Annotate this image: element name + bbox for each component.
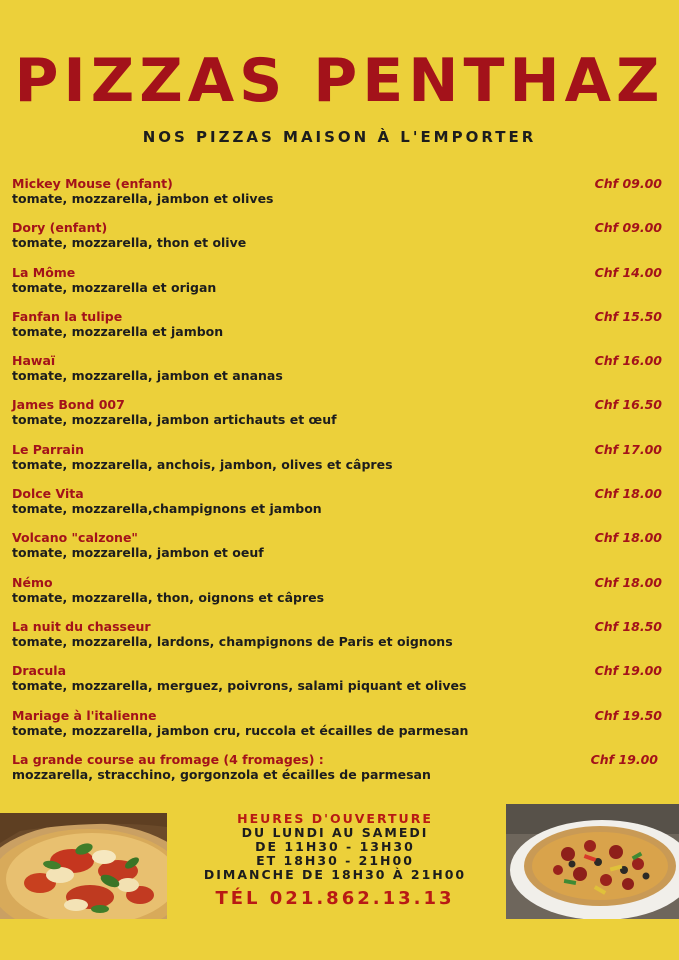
pizza-description: tomate, mozzarella, anchois, jambon, olives et câpres bbox=[12, 456, 393, 472]
pizza-description: tomate, mozzarella, thon, oignons et câpres bbox=[12, 589, 325, 605]
phone-number: TÉL 021.862.13.13 bbox=[215, 888, 455, 909]
menu-item bbox=[12, 309, 664, 353]
pizza-name: Volcano "calzone" bbox=[12, 530, 138, 546]
menu-item bbox=[12, 486, 664, 530]
pizza-price: Chf 19.00 bbox=[594, 663, 662, 679]
menu-item bbox=[12, 442, 664, 486]
pizza-price: Chf 18.00 bbox=[594, 574, 662, 590]
menu-item bbox=[12, 353, 664, 397]
pizza-name: Hawaï bbox=[12, 353, 56, 369]
pizza-menu bbox=[12, 176, 664, 796]
menu-item bbox=[12, 265, 664, 309]
opening-hours bbox=[170, 811, 500, 909]
pizza-description: tomate, mozzarella, jambon et oeuf bbox=[12, 545, 264, 561]
menu-item bbox=[12, 397, 664, 441]
opening-time-midday: DE 11H30 - 13H30 bbox=[255, 839, 415, 854]
pizza-name: Dracula bbox=[12, 663, 67, 679]
pizza-name: James Bond 007 bbox=[12, 397, 125, 413]
pizza-price: Chf 18.50 bbox=[594, 618, 662, 634]
pizza-name: Mariage à l'italienne bbox=[12, 707, 157, 723]
pizza-description: tomate, mozzarella, thon et olive bbox=[12, 235, 247, 251]
menu-item bbox=[12, 575, 664, 619]
menu-item bbox=[12, 176, 664, 220]
pizza-price: Chf 14.00 bbox=[594, 264, 662, 280]
pizza-price: Chf 09.00 bbox=[594, 176, 662, 191]
opening-days: DU LUNDI AU SAMEDI bbox=[241, 825, 429, 840]
pizza-price: Chf 19.50 bbox=[594, 707, 662, 723]
pizza-description: tomate, mozzarella, jambon et olives bbox=[12, 191, 274, 206]
pizza-price: Chf 17.00 bbox=[594, 441, 662, 457]
margherita-pizza-image bbox=[0, 813, 167, 919]
pizza-price: Chf 09.00 bbox=[594, 220, 662, 236]
pizza-description: tomate, mozzarella,champignons et jambon bbox=[12, 501, 322, 517]
pizza-description: tomate, mozzarella et origan bbox=[12, 279, 217, 295]
pizza-name: Dolce Vita bbox=[12, 486, 84, 502]
pizza-description: tomate, mozzarella, merguez, poivrons, salami piquant et olives bbox=[12, 678, 467, 694]
opening-hours-title: HEURES D'OUVERTURE bbox=[237, 811, 433, 826]
pizza-name: Fanfan la tulipe bbox=[12, 308, 123, 324]
menu-item bbox=[12, 619, 664, 663]
opening-sunday: DIMANCHE DE 18H30 À 21H00 bbox=[203, 867, 467, 882]
menu-item bbox=[12, 663, 664, 707]
pizza-name: Dory (enfant) bbox=[12, 220, 108, 236]
menu-item bbox=[12, 530, 664, 574]
pizza-name: La grande course au fromage (4 fromages) : bbox=[12, 751, 324, 767]
pizza-price: Chf 19.00 bbox=[590, 751, 658, 767]
pizza-photo-right bbox=[506, 804, 679, 919]
menu-item bbox=[12, 752, 664, 796]
opening-time-evening: ET 18H30 - 21H00 bbox=[256, 853, 414, 868]
menu-item bbox=[12, 220, 664, 264]
pizza-price: Chf 15.50 bbox=[594, 308, 662, 324]
menu-item bbox=[12, 708, 664, 752]
page-subtitle: NOS PIZZAS MAISON À L'EMPORTER bbox=[142, 128, 537, 146]
pizza-description: tomate, mozzarella, jambon cru, ruccola et écailles de parmesan bbox=[12, 722, 469, 738]
pizza-name: Le Parrain bbox=[12, 441, 85, 457]
pizza-description: tomate, mozzarella, jambon artichauts et œuf bbox=[12, 412, 337, 428]
pizza-price: Chf 18.00 bbox=[594, 486, 662, 502]
pizza-name: La Môme bbox=[12, 264, 76, 280]
pizza-price: Chf 18.00 bbox=[594, 530, 662, 546]
pizza-name: La nuit du chasseur bbox=[12, 618, 151, 634]
pizza-price: Chf 16.00 bbox=[594, 353, 662, 369]
page-title: PIZZAS PENTHAZ bbox=[14, 46, 665, 116]
pizza-description: mozzarella, stracchino, gorgonzola et écailles de parmesan bbox=[12, 766, 431, 782]
pizza-photo-left bbox=[0, 813, 167, 919]
pizza-description: tomate, mozzarella, lardons, champignons de Paris et oignons bbox=[12, 633, 453, 649]
pizza-name: Mickey Mouse (enfant) bbox=[12, 176, 173, 191]
pizza-description: tomate, mozzarella et jambon bbox=[12, 323, 224, 339]
pizza-description: tomate, mozzarella, jambon et ananas bbox=[12, 368, 283, 384]
pizza-name: Némo bbox=[12, 574, 53, 590]
pizza-price: Chf 16.50 bbox=[594, 397, 662, 413]
pizza-plate-image bbox=[506, 804, 679, 919]
